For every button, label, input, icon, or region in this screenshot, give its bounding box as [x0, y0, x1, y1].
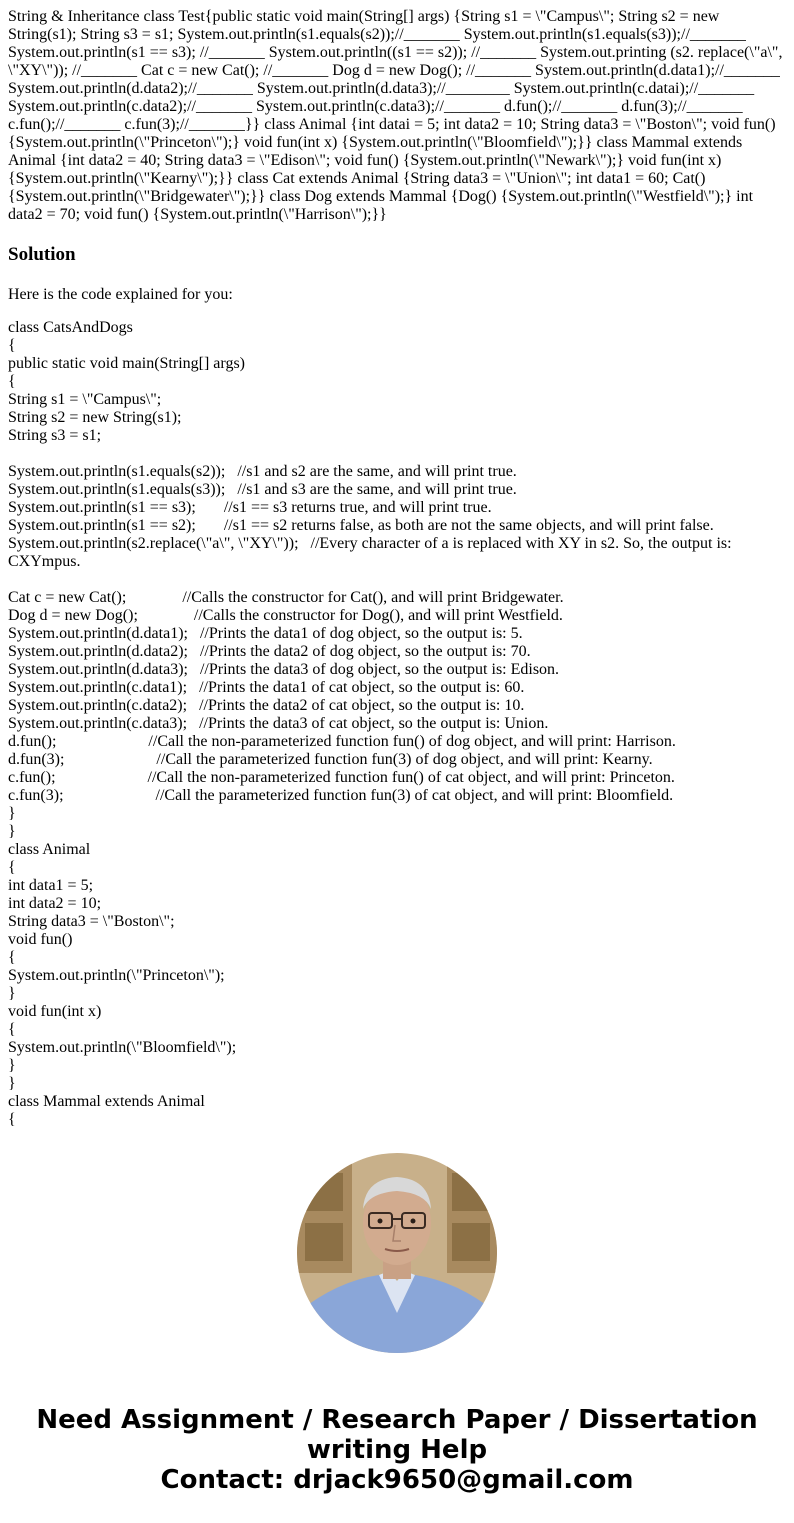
code-line: System.out.println(s1.equals(s3)); //s1 and s3 are the same, and will print true. — [8, 481, 517, 498]
code-line: { — [8, 1111, 16, 1128]
code-line: System.out.println(s1.equals(s2)); //s1 and s2 are the same, and will print true. — [8, 463, 517, 480]
code-line: System.out.println(c.data1); //Prints the data1 of cat object, so the output is: 60. — [8, 679, 525, 696]
code-line: String data3 = \"Boston\"; — [8, 913, 175, 930]
code-line: { — [8, 949, 16, 966]
solution-heading: Solution — [8, 244, 76, 265]
code-line: } — [8, 1057, 16, 1074]
author-portrait-icon — [297, 1153, 497, 1353]
code-line: String s2 = new String(s1); — [8, 409, 182, 426]
code-line: { — [8, 337, 16, 354]
contact-banner — [0, 1405, 794, 1495]
code-line: Dog d = new Dog(); //Calls the constructor for Dog(), and will print Westfield. — [8, 607, 563, 624]
code-line: } — [8, 985, 16, 1002]
code-line: String s3 = s1; — [8, 427, 102, 444]
code-line: { — [8, 373, 16, 390]
code-line: System.out.println(\"Princeton\"); — [8, 967, 225, 984]
code-line: d.fun(3); //Call the parameterized function fun(3) of dog object, and will print: Kearny. — [8, 751, 653, 768]
code-line: class Animal — [8, 841, 91, 858]
code-line: int data2 = 10; — [8, 895, 102, 912]
code-line — [8, 571, 786, 589]
code-line: { — [8, 1021, 16, 1038]
code-line: public static void main(String[] args) — [8, 355, 245, 372]
code-line: System.out.println(s1 == s3); //s1 == s3 returns true, and will print true. — [8, 499, 492, 516]
code-line: class CatsAndDogs — [8, 319, 133, 336]
code-line: System.out.println(c.data2); //Prints the data2 of cat object, so the output is: 10. — [8, 697, 525, 714]
code-line: System.out.println(d.data2); //Prints the data2 of dog object, so the output is: 70. — [8, 643, 531, 660]
author-avatar — [297, 1153, 497, 1353]
code-line: void fun(int x) — [8, 1003, 102, 1020]
code-line: String s1 = \"Campus\"; — [8, 391, 162, 408]
code-line: class Mammal extends Animal — [8, 1093, 205, 1110]
code-line: void fun() — [8, 931, 73, 948]
banner-line-1: Need Assignment / Research Paper / Dissertation — [36, 1405, 758, 1435]
code-line: c.fun(); //Call the non-parameterized function fun() of cat object, and will print: Princeton. — [8, 769, 675, 786]
code-line: c.fun(3); //Call the parameterized function fun(3) of cat object, and will print: Bloomfield. — [8, 787, 674, 804]
code-line: System.out.println(d.data3); //Prints the data3 of dog object, so the output is: Edison. — [8, 661, 560, 678]
code-line: } — [8, 1075, 16, 1092]
code-line: System.out.println(d.data1); //Prints the data1 of dog object, so the output is: 5. — [8, 625, 523, 642]
banner-contact-line: Contact: drjack9650@gmail.com — [160, 1465, 634, 1495]
code-line: int data1 = 5; — [8, 877, 94, 894]
code-line: System.out.println(c.data3); //Prints the data3 of cat object, so the output is: Union. — [8, 715, 549, 732]
code-line — [8, 445, 786, 463]
question-text: String & Inheritance class Test{public static void main(String[] args) {String s1 = \"Campus\"; String s2 = new String(s1); String s3 = s1; System.out.println(s1.equals(s2));//_______ System.out.println(s1.equals(s3));//_______ System.out.println(s1 == s3); //_______ System.out.println((s1 == s2)); //_______ System.out.printing (s2. replace(\"a\", \"XY\")); //_______ Cat c = new Cat(); //_______ Dog d = new Dog(); //_______ System.out.println(d.data1);//_______ System.out.println(d.data2);//_______ System.out.println(d.data3);//________ System.out.println(c.datai);//_______ System.out.println(c.data2);//_______ System.out.println(c.data3);//_______ d.fun();//_______ d.fun(3);//_______ c.fun();//_______ c.fun(3);//_______}} class Animal {int datai = 5; int data2 = 10; String data3 = \"Boston\"; void fun() {System.out.println(\"Princeton\");} void fun(int x) {System.out.println(\"Bloomfield\");}} class Mammal extends Animal {int data2 = 40; String data3 = \"Edison\"; void fun() {System.out.println(\"Newark\");} void fun(int x) {System.out.println(\"Kearny\");}} class Cat extends Animal {String data3 = \"Union\"; int data1 = 60; Cat() {System.out.println(\"Bridgewater\");}} class Dog extends Mammal {Dog() {System.out.println(\"Westfield\");} int data2 = 70; void fun() {System.out.println(\"Harrison\");}} — [8, 8, 783, 223]
code-line: System.out.println(s2.replace(\"a\", \"XY\")); //Every character of a is replaced with XY in s2. So, the output is: CXYmpus. — [8, 535, 736, 570]
code-line: System.out.println(\"Bloomfield\"); — [8, 1039, 237, 1056]
code-line: Cat c = new Cat(); //Calls the constructor for Cat(), and will print Bridgewater. — [8, 589, 564, 606]
code-block — [8, 319, 786, 1129]
code-line: d.fun(); //Call the non-parameterized function fun() of dog object, and will print: Harrison. — [8, 733, 676, 750]
code-line: { — [8, 859, 16, 876]
code-line: System.out.println(s1 == s2); //s1 == s2 returns false, as both are not the same objects, and will print false. — [8, 517, 714, 534]
banner-line-2: writing Help — [306, 1435, 488, 1465]
code-line: } — [8, 823, 16, 840]
code-line: } — [8, 805, 16, 822]
solution-intro: Here is the code explained for you: — [8, 286, 233, 303]
